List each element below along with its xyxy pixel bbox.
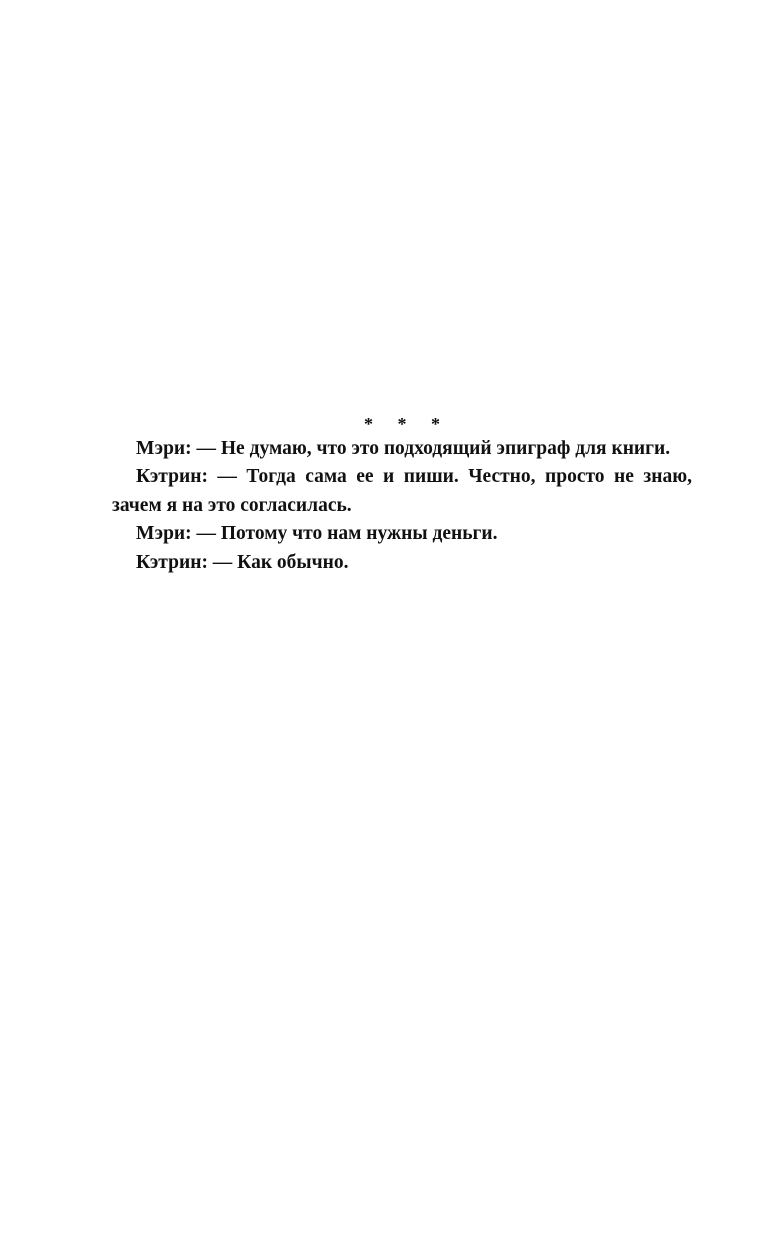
- dialogue-section: [112, 406, 692, 577]
- section-separator: * * *: [364, 414, 450, 434]
- dialogue-line-mary-1: Мэри: — Не думаю, что это подходящий эпиграф для книги.: [136, 437, 671, 459]
- dialogue-line-kathryn-1: Кэтрин: — Тогда сама ее и пиши. Честно, просто не знаю, зачем я на это согласилась.: [112, 466, 692, 516]
- dialogue-line-mary-2: Мэри: — Потому что нам нужны деньги.: [136, 523, 498, 544]
- dialogue-line-kathryn-2: Кэтрин: — Как обычно.: [136, 551, 349, 573]
